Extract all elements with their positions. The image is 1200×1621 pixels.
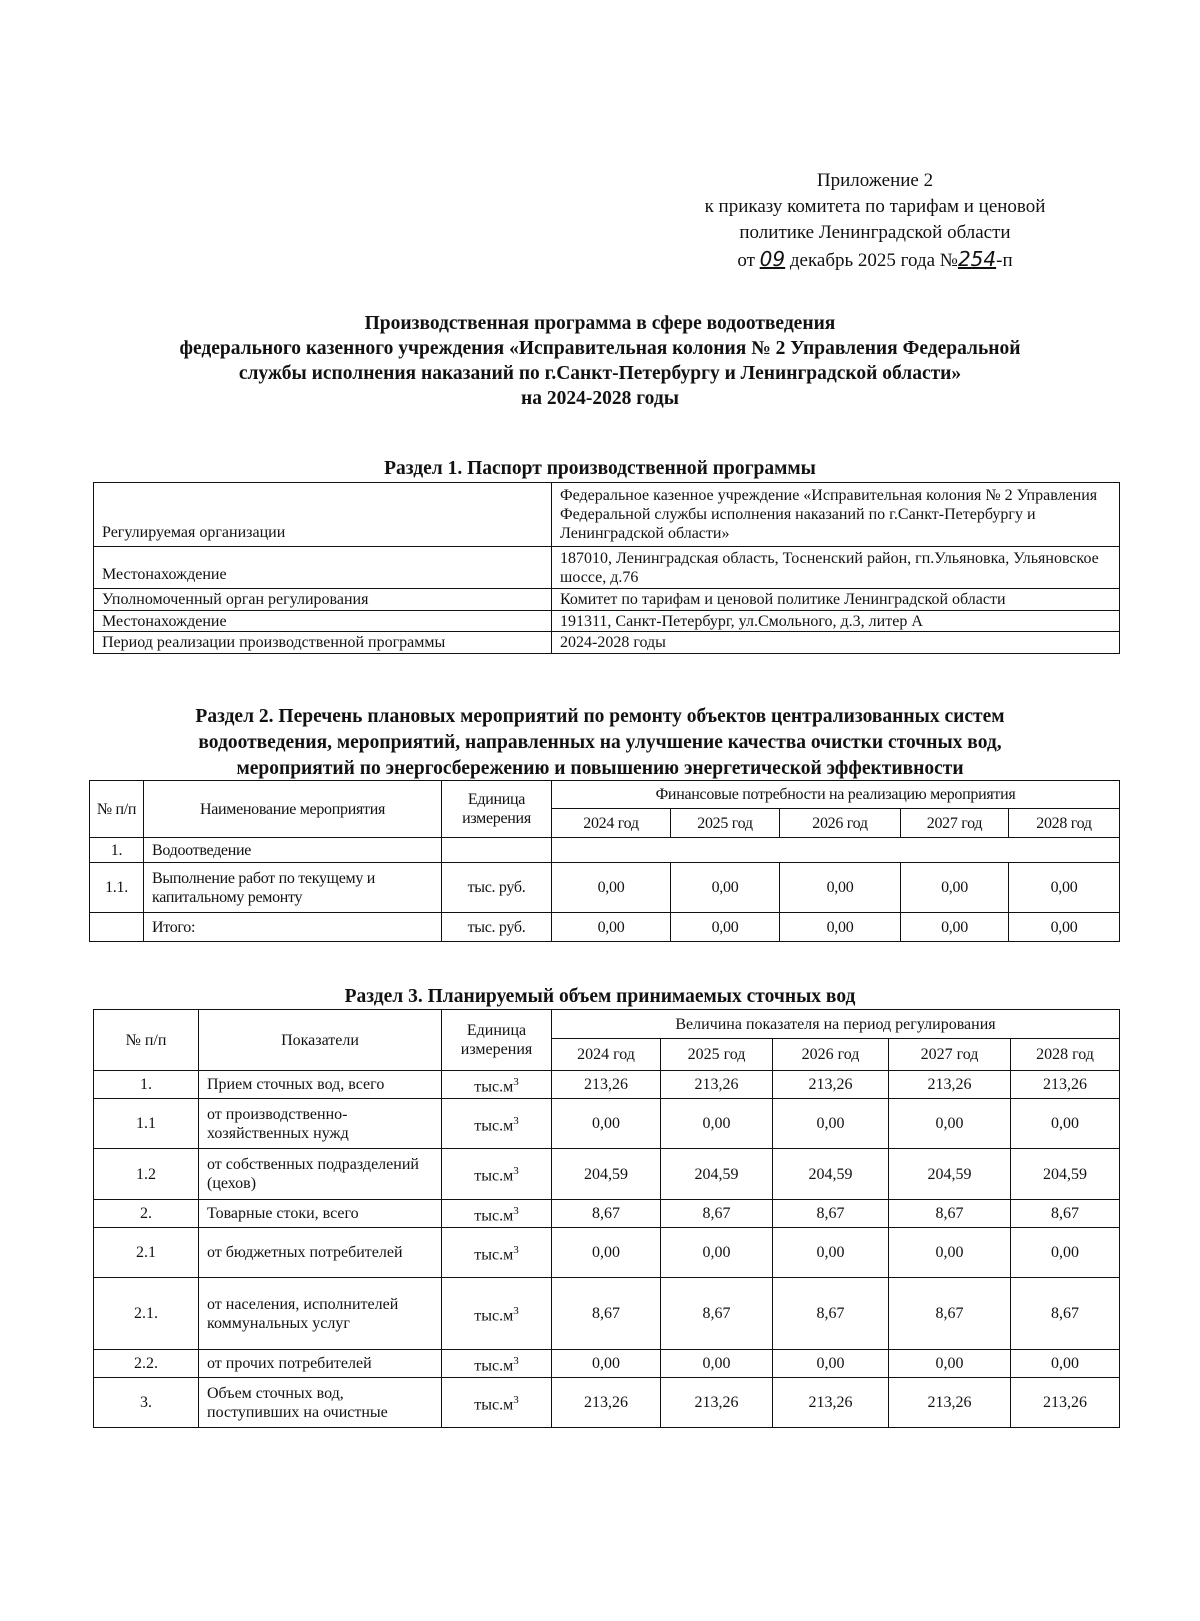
year-header: 2028 год	[1011, 1039, 1120, 1071]
row-value: 204,59	[889, 1149, 1011, 1200]
passport-value: 2024-2028 годы	[552, 632, 1120, 654]
row-unit	[442, 1350, 552, 1378]
order-ref-line: к приказу комитета по тарифам и ценовой	[704, 196, 1046, 217]
unit-superscript: 3	[513, 1204, 519, 1217]
row-value: 213,26	[661, 1071, 773, 1099]
row-value: 0,00	[671, 863, 780, 913]
row-num: 3.	[94, 1378, 199, 1428]
table-row	[94, 1200, 1120, 1228]
row-value: 0,00	[780, 863, 901, 913]
row-value: 0,00	[773, 1228, 889, 1278]
row-name: от производственно-хозяйственных нужд	[199, 1099, 442, 1149]
row-num: 2.	[94, 1200, 199, 1228]
passport-label: Местонахождение	[94, 547, 552, 589]
row-value: 0,00	[661, 1228, 773, 1278]
row-value: 8,67	[661, 1278, 773, 1350]
unit-superscript: 3	[513, 1243, 519, 1256]
col-header-num: № п/п	[90, 781, 144, 838]
row-value: 0,00	[780, 913, 901, 942]
appendix-header	[640, 168, 1110, 274]
table-row	[94, 1228, 1120, 1278]
row-value: 213,26	[773, 1378, 889, 1428]
row-name: Водоотведение	[144, 838, 442, 863]
table-row	[94, 1071, 1120, 1099]
passport-value: 187010, Ленинградская область, Тосненский район, гп.Ульяновка, Ульяновское шоссе, д.76	[552, 547, 1120, 589]
row-num: 1.	[90, 838, 144, 863]
unit-superscript: 3	[513, 1393, 519, 1406]
col-header-group: Величина показателя на период регулирования	[552, 1010, 1120, 1039]
order-ref-line: политике Ленинградской области	[739, 222, 1011, 243]
year-header: 2026 год	[773, 1039, 889, 1071]
row-value: 0,00	[1011, 1350, 1120, 1378]
row-value: 0,00	[773, 1099, 889, 1149]
table-row	[90, 913, 1120, 942]
handwritten-order-number: 254	[957, 247, 997, 271]
passport-row	[94, 483, 1120, 547]
wastewater-volume-table	[93, 1009, 1120, 1428]
unit-superscript: 3	[513, 1114, 519, 1127]
row-value: 0,00	[901, 863, 1009, 913]
row-value: 8,67	[773, 1278, 889, 1350]
row-value: 8,67	[1011, 1278, 1120, 1350]
row-unit	[442, 1278, 552, 1350]
passport-label: Местонахождение	[94, 611, 552, 632]
row-unit	[442, 1071, 552, 1099]
passport-value: Комитет по тарифам и ценовой политике Ленинградской области	[552, 589, 1120, 611]
row-num: 1.2	[94, 1149, 199, 1200]
passport-table	[93, 482, 1120, 654]
table-row	[94, 1378, 1120, 1428]
title-line: федерального казенного учреждения «Исправительная колония № 2 Управления Федеральной	[179, 338, 1021, 359]
table-row	[94, 1099, 1120, 1149]
year-header: 2024 год	[552, 809, 671, 838]
passport-row	[94, 632, 1120, 654]
unit-text: тыс.м	[474, 1207, 514, 1225]
row-value: 213,26	[889, 1071, 1011, 1099]
year-header: 2025 год	[661, 1039, 773, 1071]
table-row	[90, 838, 1120, 863]
unit-superscript: 3	[513, 1354, 519, 1367]
unit-text: тыс.м	[474, 1117, 514, 1135]
title-line: на 2024-2028 годы	[521, 388, 679, 409]
row-value: 0,00	[1009, 863, 1120, 913]
row-name: Товарные стоки, всего	[199, 1200, 442, 1228]
row-name: от прочих потребителей	[199, 1350, 442, 1378]
row-num: 1.1.	[90, 863, 144, 913]
section1-heading: Раздел 1. Паспорт производственной программы	[384, 458, 816, 479]
row-value: 0,00	[1009, 913, 1120, 942]
row-value: 0,00	[661, 1099, 773, 1149]
passport-value: 191311, Санкт-Петербург, ул.Смольного, д.3, литер А	[552, 611, 1120, 632]
row-name: Прием сточных вод, всего	[199, 1071, 442, 1099]
unit-text: тыс.м	[474, 1167, 514, 1185]
row-value: 204,59	[773, 1149, 889, 1200]
section3-heading: Раздел 3. Планируемый объем принимаемых сточных вод	[344, 986, 856, 1007]
title-line: Производственная программа в сфере водоотведения	[364, 313, 836, 334]
row-name: от населения, исполнителей коммунальных услуг	[199, 1278, 442, 1350]
appendix-label: Приложение 2	[816, 170, 934, 191]
row-name: Итого:	[144, 913, 442, 942]
row-value: 204,59	[661, 1149, 773, 1200]
table-row	[94, 1278, 1120, 1350]
passport-label: Период реализации производственной программы	[94, 632, 552, 654]
row-name: от собственных подразделений (цехов)	[199, 1149, 442, 1200]
row-value: 204,59	[552, 1149, 661, 1200]
heading-line: мероприятий по энергосбережению и повышению энергетической эффективности	[236, 758, 964, 779]
row-num: 2.2.	[94, 1350, 199, 1378]
row-num: 1.1	[94, 1099, 199, 1149]
row-num: 2.1	[94, 1228, 199, 1278]
row-value: 0,00	[552, 913, 671, 942]
passport-label: Уполномоченный орган регулирования	[94, 589, 552, 611]
col-header-unit: Единица измерения	[442, 1010, 552, 1071]
row-value: 0,00	[552, 1099, 661, 1149]
row-value: 0,00	[1011, 1099, 1120, 1149]
row-value: 0,00	[1011, 1228, 1120, 1278]
row-value: 213,26	[552, 1378, 661, 1428]
program-title	[60, 311, 1140, 411]
year-header: 2024 год	[552, 1039, 661, 1071]
row-value: 8,67	[661, 1200, 773, 1228]
row-value: 0,00	[773, 1350, 889, 1378]
order-date-line: от 09 декабрь 2025 года №254-п	[737, 247, 1013, 271]
row-num: 1.	[94, 1071, 199, 1099]
measures-table	[89, 780, 1120, 942]
title-line: службы исполнения наказаний по г.Санкт-Петербургу и Ленинградской области»	[238, 363, 962, 384]
unit-superscript: 3	[513, 1304, 519, 1317]
table-row	[90, 863, 1120, 913]
passport-row	[94, 611, 1120, 632]
row-unit	[442, 1149, 552, 1200]
unit-text: тыс.м	[474, 1246, 514, 1264]
unit-text: тыс.м	[474, 1396, 514, 1414]
unit-text: тыс.м	[474, 1078, 514, 1096]
row-value: 213,26	[1011, 1378, 1120, 1428]
unit-superscript: 3	[513, 1075, 519, 1088]
year-header: 2027 год	[889, 1039, 1011, 1071]
unit-text: тыс.м	[474, 1357, 514, 1375]
row-value: 0,00	[889, 1099, 1011, 1149]
row-unit: тыс. руб.	[442, 913, 552, 942]
row-value: 0,00	[671, 913, 780, 942]
passport-value: Федеральное казенное учреждение «Исправительная колония № 2 Управления Федеральной службы исполнения наказаний по г.Санкт-Петербургу и Ленинградской области»	[552, 483, 1120, 547]
passport-label: Регулируемая организации	[94, 483, 552, 547]
row-unit: тыс. руб.	[442, 863, 552, 913]
row-unit	[442, 1099, 552, 1149]
year-header: 2026 год	[780, 809, 901, 838]
heading-line: водоотведения, мероприятий, направленных на улучшение качества очистки сточных вод,	[198, 732, 1002, 753]
row-num	[90, 913, 144, 942]
unit-superscript: 3	[513, 1165, 519, 1178]
row-value: 0,00	[661, 1350, 773, 1378]
row-value: 213,26	[1011, 1071, 1120, 1099]
row-unit	[442, 1228, 552, 1278]
table-row	[94, 1350, 1120, 1378]
year-header: 2025 год	[671, 809, 780, 838]
table-row	[94, 1149, 1120, 1200]
row-value: 213,26	[661, 1378, 773, 1428]
row-value: 0,00	[552, 1228, 661, 1278]
year-header: 2027 год	[901, 809, 1009, 838]
row-value: 0,00	[901, 913, 1009, 942]
row-value: 213,26	[552, 1071, 661, 1099]
col-header-name: Наименование мероприятия	[144, 781, 442, 838]
row-unit	[442, 1200, 552, 1228]
row-value: 0,00	[552, 863, 671, 913]
row-name: Выполнение работ по текущему и капитальному ремонту	[144, 863, 442, 913]
passport-row	[94, 589, 1120, 611]
row-value: 8,67	[889, 1200, 1011, 1228]
empty-cell	[552, 838, 1120, 863]
row-value: 8,67	[889, 1278, 1011, 1350]
row-value: 204,59	[1011, 1149, 1120, 1200]
row-unit	[442, 838, 552, 863]
row-name: от бюджетных потребителей	[199, 1228, 442, 1278]
row-num: 2.1.	[94, 1278, 199, 1350]
row-value: 213,26	[889, 1378, 1011, 1428]
col-header-group: Финансовые потребности на реализацию мероприятия	[552, 781, 1120, 809]
row-value: 0,00	[552, 1350, 661, 1378]
row-value: 8,67	[552, 1278, 661, 1350]
col-header-name: Показатели	[199, 1010, 442, 1071]
row-value: 8,67	[1011, 1200, 1120, 1228]
row-value: 8,67	[552, 1200, 661, 1228]
col-header-num: № п/п	[94, 1010, 199, 1071]
year-header: 2028 год	[1009, 809, 1120, 838]
row-value: 0,00	[889, 1350, 1011, 1378]
handwritten-day: 09	[759, 247, 786, 271]
row-unit	[442, 1378, 552, 1428]
passport-row	[94, 547, 1120, 589]
heading-line: Раздел 2. Перечень плановых мероприятий по ремонту объектов централизованных систем	[195, 706, 1005, 727]
row-value: 0,00	[889, 1228, 1011, 1278]
row-name: Объем сточных вод, поступивших на очистные	[199, 1378, 442, 1428]
section2-heading	[60, 704, 1140, 782]
col-header-unit: Единица измерения	[442, 781, 552, 838]
row-value: 213,26	[773, 1071, 889, 1099]
row-value: 8,67	[773, 1200, 889, 1228]
unit-text: тыс.м	[474, 1307, 514, 1325]
